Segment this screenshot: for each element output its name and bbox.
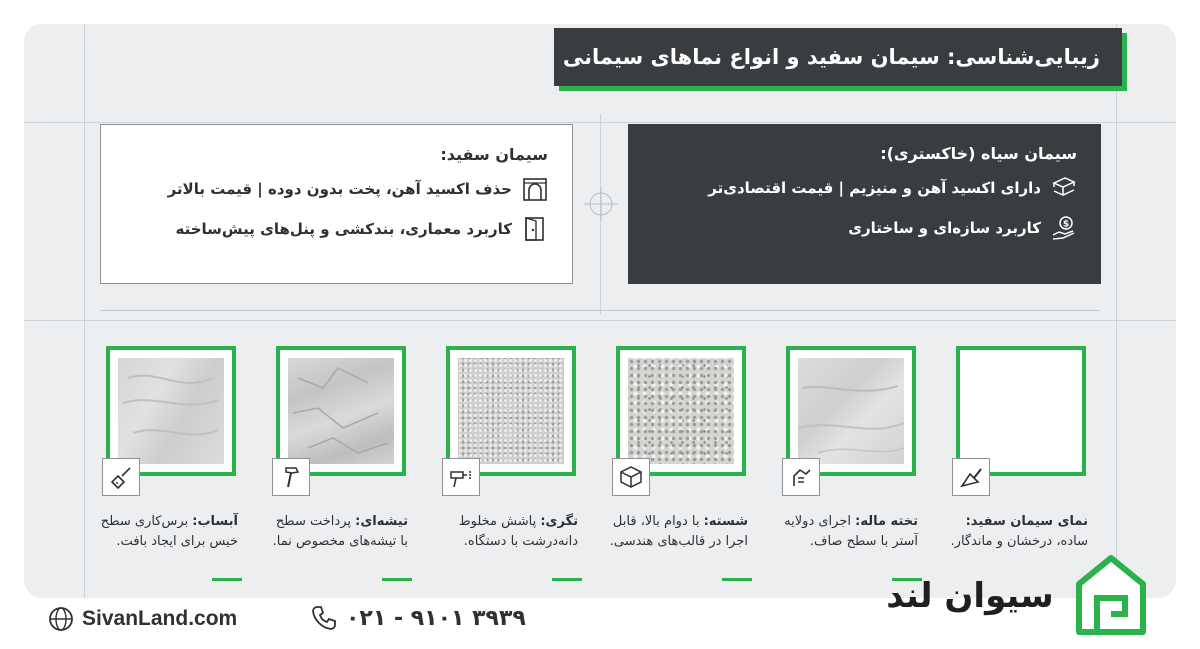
- phone-icon: [310, 604, 338, 632]
- accent-bar: [722, 578, 752, 581]
- globe-icon: [48, 606, 74, 632]
- grey-cement-heading: سیمان سیاه (خاکستری):: [880, 144, 1077, 163]
- white-cement-item-text: کاربرد معماری، بندکشی و پنل‌های پیش‌ساخته: [175, 220, 512, 238]
- facade-texture-image: [276, 346, 406, 476]
- facade-texture-image: [446, 346, 576, 476]
- facade-card: [446, 346, 578, 549]
- white-cement-item-text: حذف اکسید آهن، پخت بدون دوده | قیمت بالاتر: [167, 180, 512, 198]
- facade-card-text: [438, 512, 578, 551]
- accent-bar: [552, 578, 582, 581]
- facade-card-title: تخته ماله:: [855, 514, 918, 529]
- plaster-hand-icon: [782, 458, 820, 496]
- svg-text:$: $: [1062, 219, 1070, 230]
- facade-card-desc: برس‌کاری سطح خیس برای ایجاد بافت.: [100, 514, 238, 549]
- grey-cement-box: [628, 124, 1101, 284]
- brush-icon: [102, 458, 140, 496]
- white-cement-item: [125, 216, 548, 242]
- phone-text: ۰۲۱ - ۹۱۰۱ ۳۹۳۹: [346, 605, 526, 631]
- grey-cement-item-text: کاربرد سازه‌ای و ساختاری: [848, 219, 1041, 237]
- money-hand-icon: [1051, 215, 1077, 241]
- facade-card-text: [608, 512, 748, 551]
- white-cement-heading: سیمان سفید:: [440, 145, 548, 164]
- arch-icon: [522, 176, 548, 202]
- facade-card-text: [268, 512, 408, 551]
- facade-card: [784, 346, 918, 549]
- facade-card-text: [98, 512, 238, 551]
- facade-card-text: [948, 512, 1088, 551]
- facade-card-title: نمای سیمان سفید:: [965, 514, 1088, 529]
- grid-line: [1116, 24, 1117, 598]
- facade-card-text: [778, 512, 918, 551]
- section-divider: [100, 310, 1100, 311]
- facade-card: [950, 346, 1088, 549]
- spray-gun-icon: [442, 458, 480, 496]
- facade-card: [272, 346, 408, 549]
- facade-card-desc: با دوام بالا، قابل اجرا در قالب‌های هندسی.: [609, 514, 748, 549]
- facade-card-title: آبساب:: [192, 514, 238, 529]
- logo-text: سیوان لند: [886, 576, 1054, 616]
- grey-cement-item-text: دارای اکسید آهن و منیزیم | قیمت اقتصادی‌تر: [708, 179, 1041, 197]
- brand-logo: [860, 548, 1150, 638]
- hammer-icon: [272, 458, 310, 496]
- facade-card-desc: ساده، درخشان و ماندگار.: [950, 533, 1088, 549]
- facade-texture-image: [106, 346, 236, 476]
- white-cement-item: [125, 176, 548, 202]
- facade-card-desc: اجرای دولایه آستر با سطح صاف.: [784, 514, 918, 549]
- grid-line: [84, 24, 85, 598]
- door-icon: [522, 216, 548, 242]
- title-banner: [554, 28, 1122, 86]
- facade-card-desc: پاشش مخلوط دانه‌درشت با دستگاه.: [458, 514, 578, 549]
- phone-link[interactable]: [310, 604, 526, 632]
- facade-card-title: شسته:: [703, 514, 748, 529]
- accent-bar: [382, 578, 412, 581]
- cube-icon: [612, 458, 650, 496]
- facade-card-title: تگری:: [540, 514, 578, 529]
- white-cement-box: [100, 124, 573, 284]
- crosshair-icon: [584, 187, 618, 221]
- facade-texture-image: [616, 346, 746, 476]
- grey-cement-item: [652, 175, 1077, 201]
- facade-card: [609, 346, 748, 549]
- facade-texture-image: [956, 346, 1086, 476]
- facade-card-title: تیشه‌ای:: [355, 514, 408, 529]
- website-link[interactable]: [48, 606, 237, 632]
- grid-line: [24, 320, 1176, 321]
- trowel-icon: [952, 458, 990, 496]
- accent-bar: [212, 578, 242, 581]
- facade-card: [100, 346, 238, 549]
- steel-beam-icon: [1051, 175, 1077, 201]
- facade-texture-image: [786, 346, 916, 476]
- page-title: زیبایی‌شناسی: سیمان سفید و انواع نماهای سیمانی: [562, 45, 1100, 69]
- house-logo-icon: [1075, 554, 1147, 636]
- grey-cement-item: [652, 215, 1077, 241]
- website-text: SivanLand.com: [82, 607, 238, 630]
- facade-card-desc: پرداخت سطح با تیشه‌های مخصوص نما.: [272, 514, 408, 549]
